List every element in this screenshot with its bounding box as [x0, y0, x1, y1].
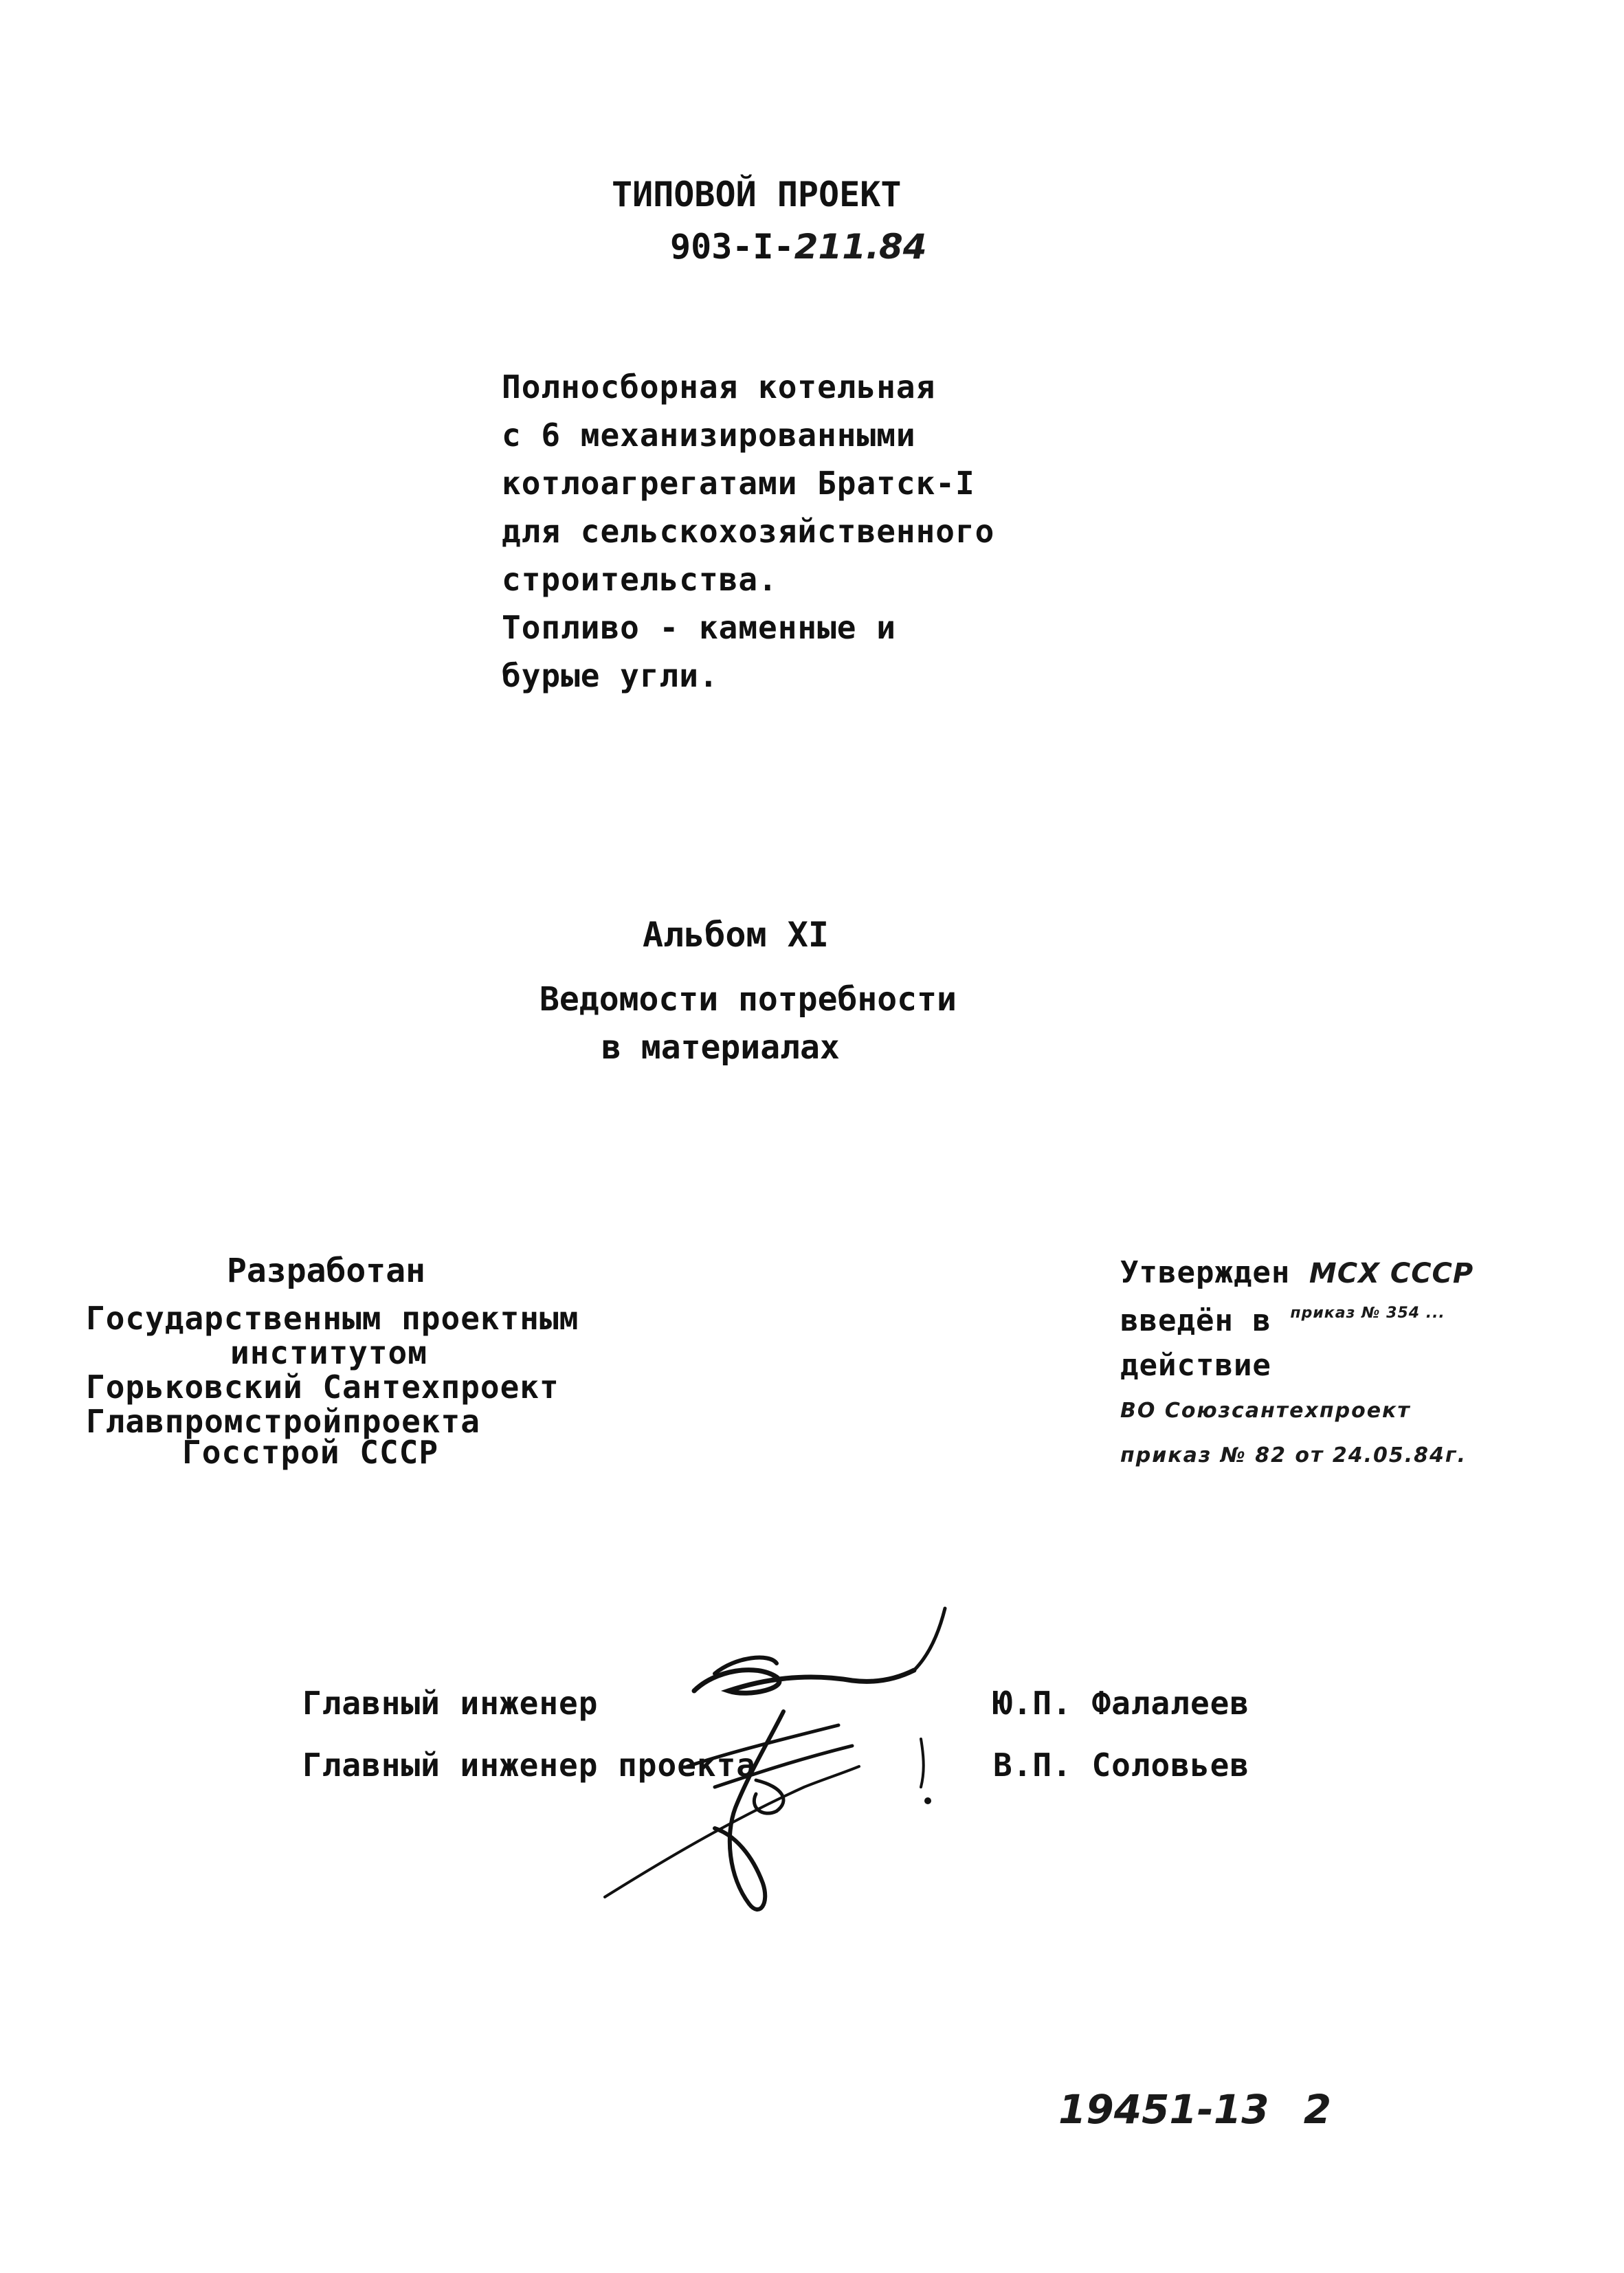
- chief-project-engineer-label: Главный инженер проекта: [302, 1747, 756, 1784]
- inventory-number: 19451-13: [1058, 2086, 1269, 2133]
- developer-line: Госстрой СССР: [182, 1434, 439, 1471]
- description-line: для сельскохозяйственного: [502, 513, 995, 550]
- signature-chief-project-engineer: [577, 1698, 962, 1925]
- description-line: с 6 механизированными: [502, 417, 916, 454]
- description-line: Полносборная котельная: [502, 368, 936, 406]
- description-line: строительства.: [502, 561, 778, 598]
- description-line: бурые угли.: [502, 657, 719, 694]
- project-number-handwritten: 211.84: [794, 227, 927, 267]
- approval-introduced-text: введён в: [1120, 1303, 1271, 1338]
- album-subtitle-line1: Ведомости потребности: [540, 980, 957, 1019]
- approval-organization-handwritten: ВО Союзсантехпроект: [1120, 1399, 1411, 1423]
- approval-ministry-handwritten: МСХ СССР: [1309, 1258, 1474, 1289]
- developer-line: Горьковский Сантехпроект: [86, 1368, 559, 1406]
- album-subtitle-line2: в материалах: [601, 1028, 840, 1067]
- approval-line-1: [1120, 1255, 1474, 1290]
- inventory-number-handwritten: [1058, 2086, 1331, 2133]
- approval-order-handwritten: приказ № 354 ...: [1290, 1305, 1445, 1322]
- project-type-title: ТИПОВОЙ ПРОЕКТ: [612, 175, 902, 214]
- approval-approved-text: Утвержден: [1120, 1255, 1291, 1290]
- approval-line-3: действие: [1120, 1348, 1271, 1383]
- description-line: Топливо - каменные и: [502, 609, 896, 646]
- album-title: Альбом XI: [643, 915, 829, 955]
- developer-line: Главпромстройпроекта: [86, 1403, 480, 1440]
- chief-project-engineer-name: В.П. Соловьев: [993, 1747, 1250, 1784]
- approval-order-date-handwritten: приказ № 82 от 24.05.84г.: [1120, 1443, 1467, 1467]
- chief-engineer-label: Главный инженер: [302, 1685, 599, 1722]
- developer-line: Государственным проектным: [86, 1300, 579, 1337]
- developer-line: институтом: [230, 1334, 427, 1371]
- sheet-number: 2: [1303, 2086, 1332, 2133]
- developer-label: Разработан: [227, 1252, 425, 1290]
- project-number-typed: 903-I-: [670, 227, 794, 267]
- chief-engineer-name: Ю.П. Фалалеев: [993, 1685, 1250, 1722]
- description-line: котлоагрегатами Братск-I: [502, 465, 975, 502]
- project-number: [670, 227, 927, 267]
- approval-line-2: [1120, 1303, 1445, 1338]
